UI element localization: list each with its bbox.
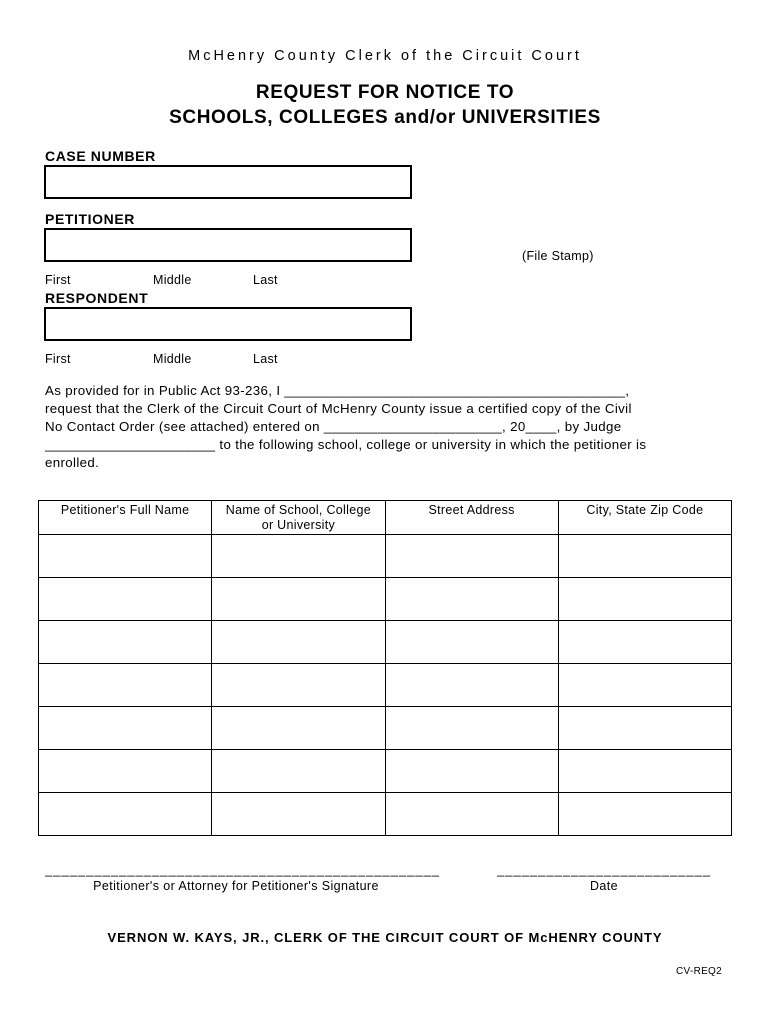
street-address-cell[interactable] bbox=[385, 664, 558, 707]
school-name-cell[interactable] bbox=[212, 664, 385, 707]
column-header-school-name: Name of School, College or University bbox=[212, 501, 385, 535]
request-paragraph bbox=[45, 382, 735, 472]
date-label: Date bbox=[589, 879, 618, 893]
table-row bbox=[39, 578, 732, 621]
clerk-footer: VERNON W. KAYS, JR., CLERK OF THE CIRCUIT COURT OF McHENRY COUNTY bbox=[107, 930, 663, 945]
school-name-cell[interactable] bbox=[212, 578, 385, 621]
school-name-cell[interactable] bbox=[212, 535, 385, 578]
petitioner-label: PETITIONER bbox=[45, 211, 136, 227]
table-row bbox=[39, 664, 732, 707]
table-row bbox=[39, 707, 732, 750]
petitioner-name-cell[interactable] bbox=[39, 750, 212, 793]
file-stamp-label: (File Stamp) bbox=[522, 249, 594, 263]
case-number-label: CASE NUMBER bbox=[45, 148, 156, 164]
table-row bbox=[39, 750, 732, 793]
paragraph-line: No Contact Order (see attached) entered on _______________________, 20____, by Judge bbox=[45, 419, 622, 434]
petitioner-name-cell[interactable] bbox=[39, 664, 212, 707]
city-state-zip-cell[interactable] bbox=[558, 535, 731, 578]
city-state-zip-cell[interactable] bbox=[558, 578, 731, 621]
court-name: McHenry County Clerk of the Circuit Court bbox=[188, 48, 582, 64]
column-header-street-address: Street Address bbox=[385, 501, 558, 535]
petitioner-name-cell[interactable] bbox=[39, 578, 212, 621]
petitioner-first-label: First bbox=[45, 273, 71, 287]
street-address-cell[interactable] bbox=[385, 535, 558, 578]
petitioner-last-label: Last bbox=[253, 273, 278, 287]
table-row bbox=[39, 793, 732, 836]
table-header-row bbox=[39, 501, 732, 535]
city-state-zip-cell[interactable] bbox=[558, 621, 731, 664]
school-name-cell[interactable] bbox=[212, 750, 385, 793]
form-code: CV-REQ2 bbox=[676, 966, 723, 977]
respondent-name-field[interactable] bbox=[44, 307, 412, 341]
city-state-zip-cell[interactable] bbox=[558, 793, 731, 836]
table-row bbox=[39, 535, 732, 578]
city-state-zip-cell[interactable] bbox=[558, 750, 731, 793]
respondent-first-label: First bbox=[45, 352, 71, 366]
case-number-field[interactable] bbox=[44, 165, 412, 199]
form-title-line1: REQUEST FOR NOTICE TO bbox=[255, 82, 515, 103]
school-name-cell[interactable] bbox=[212, 793, 385, 836]
form-title-line2: SCHOOLS, COLLEGES and/or UNIVERSITIES bbox=[169, 107, 601, 128]
paragraph-line: As provided for in Public Act 93-236, I ____________________________________________, bbox=[45, 383, 630, 398]
respondent-middle-label: Middle bbox=[153, 352, 192, 366]
petitioner-name-cell[interactable] bbox=[39, 707, 212, 750]
paragraph-line: enrolled. bbox=[45, 455, 100, 470]
column-header-petitioner-name: Petitioner's Full Name bbox=[39, 501, 212, 535]
petitioner-name-cell[interactable] bbox=[39, 793, 212, 836]
date-line[interactable]: __________________________ bbox=[497, 862, 711, 877]
petitioner-name-field[interactable] bbox=[44, 228, 412, 262]
petitioner-name-cell[interactable] bbox=[39, 621, 212, 664]
city-state-zip-cell[interactable] bbox=[558, 707, 731, 750]
petitioner-middle-label: Middle bbox=[153, 273, 192, 287]
school-notice-table bbox=[38, 500, 732, 836]
signature-label: Petitioner's or Attorney for Petitioner's Signature bbox=[93, 879, 379, 893]
respondent-last-label: Last bbox=[253, 352, 278, 366]
column-header-city-state-zip: City, State Zip Code bbox=[558, 501, 731, 535]
paragraph-line: request that the Clerk of the Circuit Court of McHenry County issue a certified copy of the Civil bbox=[45, 401, 632, 416]
city-state-zip-cell[interactable] bbox=[558, 664, 731, 707]
street-address-cell[interactable] bbox=[385, 621, 558, 664]
street-address-cell[interactable] bbox=[385, 750, 558, 793]
paragraph-line: ______________________ to the following school, college or university in which the petitioner is bbox=[45, 437, 647, 452]
signature-line[interactable]: ________________________________________________ bbox=[45, 862, 441, 877]
petitioner-name-cell[interactable] bbox=[39, 535, 212, 578]
table-row bbox=[39, 621, 732, 664]
street-address-cell[interactable] bbox=[385, 707, 558, 750]
school-name-cell[interactable] bbox=[212, 621, 385, 664]
school-name-cell[interactable] bbox=[212, 707, 385, 750]
street-address-cell[interactable] bbox=[385, 793, 558, 836]
street-address-cell[interactable] bbox=[385, 578, 558, 621]
respondent-label: RESPONDENT bbox=[45, 290, 149, 306]
